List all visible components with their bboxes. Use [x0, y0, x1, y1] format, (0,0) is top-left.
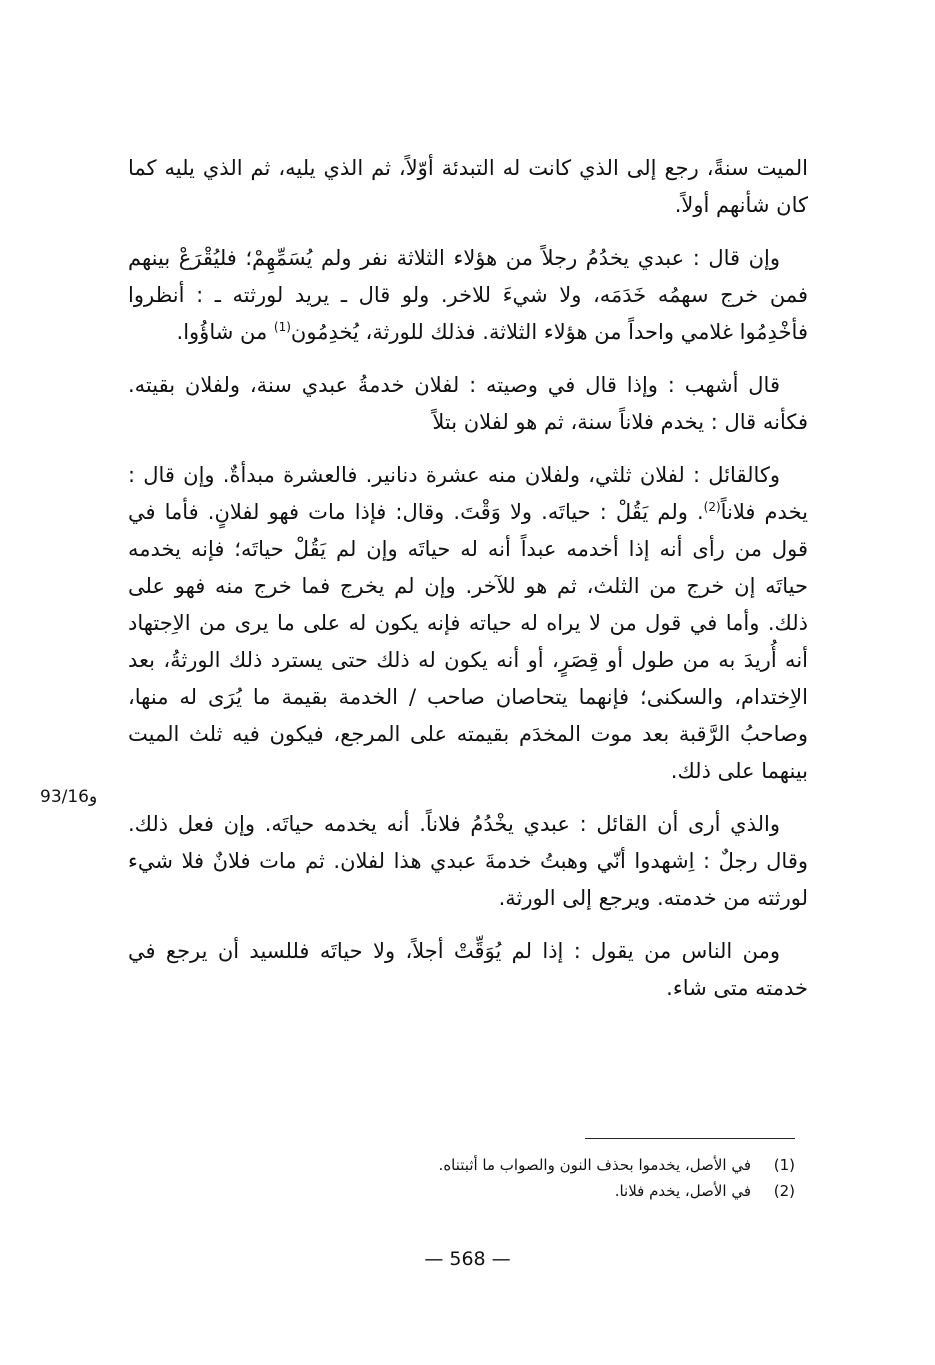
paragraph-3	[128, 367, 808, 441]
footnote-divider	[585, 1138, 795, 1139]
body-text	[128, 150, 808, 1023]
paragraph-6-text: ومن الناس من يقول : إذا لم يُوَقِّتْ أجلاً، ولا حياتَه فللسيد أن يرجع في خدمته متى شاء.	[128, 939, 808, 1000]
footnote-1-text: في الأصل، يخدموا بحذف النون والصواب ما أثبتناه.	[438, 1156, 751, 1174]
paragraph-1-text: الميت سنةً، رجع إلى الذي كانت له التبدئة أوّلاً، ثم الذي يليه، ثم الذي يليه كما كان شأنهم أولاً.	[128, 156, 808, 217]
paragraph-6	[128, 933, 808, 1007]
paragraph-2	[128, 240, 808, 351]
footnote-2	[300, 1178, 795, 1204]
footnote-ref-1[interactable]: (1)	[273, 320, 291, 334]
page-number: — 568 —	[424, 1248, 511, 1270]
folio-margin-note: 93/16و	[40, 787, 98, 807]
footnote-2-number: (2)	[773, 1182, 795, 1200]
paragraph-5-text: والذي أرى أن القائل : عبدي يخْدُمُ فلاناً. أنه يخدمه حياتَه. وإن فعل ذلك. وقال رجلٌ : اِشهدوا أنّي وهبتُ خدمةَ عبدي هذا لفلان. ثم مات فلانٌ فلا شيء لورثته من خدمته. ويرجع إلى الورثة.	[128, 812, 808, 910]
footnote-ref-2[interactable]: (2)	[703, 500, 721, 514]
paragraph-2-tail: من شاؤُوا.	[176, 320, 274, 344]
paragraph-5	[128, 806, 808, 917]
footnotes	[300, 1152, 795, 1204]
footnote-1	[300, 1152, 795, 1178]
paragraph-1	[128, 150, 808, 224]
footnote-2-text: في الأصل، يخدم فلانا.	[614, 1182, 751, 1200]
paragraph-4-text: وكالقائل : لفلان ثلثي، ولفلان منه عشرة دنانير. فالعشرة مبدأةٌ. وإن قال : يخدم فلاناً	[128, 463, 808, 524]
paragraph-2-text: وإن قال : عبدي يخدُمُ رجلاً من هؤلاء الثلاثة نفر ولم يُسَمِّهِمْ؛ فليُقْرَعْ بينهم فمن خرج سهمُه خَدَمَه، ولا شيءَ للاخر. ولو قال ـ يريد لورثته ـ : أنظروا فأخْدِمُوا غلامي واحداً من هؤلاء الثلاثة. فذلك للورثة، يُخدِمُون	[128, 246, 808, 344]
paragraph-4	[128, 457, 808, 790]
footnote-1-number: (1)	[773, 1156, 795, 1174]
paragraph-4-tail: . ولم يَقُلْ : حياتَه. ولا وَقْتَ. وقال: فإذا مات فهو لفلانٍ. فأما في قول من رأى أنه إذا أخدمه عبداً أنه له حياتَه وإن لم يَقُلْ حياتَه؛ فإنه يخدمه حياتَه إن خرج من الثلث، ثم هو للآخر. وإن لم يخرج فما خرج منه فهو على ذلك. وأما في قول من لا يراه له حياته فإنه يكون له على ما يرى من الاِجتهاد أنه أُريدَ به من طول أو قِصَرٍ، أو أنه يكون له ذلك حتى يسترد ذلك الورثةُ، بعد الاِختدام، والسكنى؛ فإنهما يتحاصان صاحب / الخدمة بقيمة ما يُرَى له منها، وصاحبُ الرَّقبة بعد موت المخدَم بقيمته على المرجع، فيكون فيه ثلث الميت بينهما على ذلك.	[128, 500, 808, 783]
paragraph-3-text: قال أشهب : وإذا قال في وصيته : لفلان خدمةُ عبدي سنة، ولفلان بقيته. فكأنه قال : يخدم فلاناً سنة، ثم هو لفلان بتلاً	[128, 373, 808, 434]
